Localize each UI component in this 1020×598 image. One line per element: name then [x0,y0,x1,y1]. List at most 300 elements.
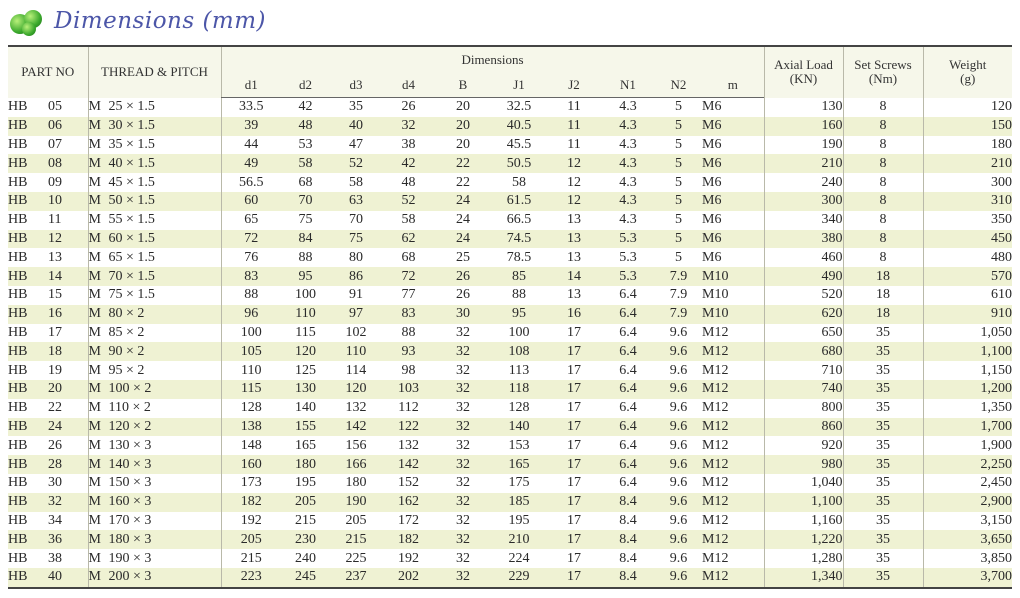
cell-n1: 6.4 [619,437,637,453]
part-prefix: HB [8,456,28,472]
part-prefix: HB [8,99,28,115]
cell-j1: 118 [491,380,547,399]
cell-j1: 140 [491,418,547,437]
thread-value: 25 × 1.5 [108,99,155,115]
cell-n1: 6.4 [601,342,655,361]
cell-screws: 35 [843,380,923,399]
cell-j1: 50.5 [491,154,547,173]
cell-n1: 8.4 [601,530,655,549]
part-no-cell [8,267,88,286]
cell-j1: 108 [491,342,547,361]
thread-value: 120 × 2 [108,418,152,434]
part-no-cell [8,380,88,399]
thread-pitch-cell [88,399,221,418]
thread-pitch-cell [88,512,221,531]
cell-screws: 35 [843,324,923,343]
cell-d3: 180 [345,475,367,491]
thread-pitch-cell [88,474,221,493]
cell-d1: 76 [221,248,281,267]
cell-d3: 35 [349,99,363,115]
part-prefix: HB [8,155,28,171]
cell-d4: 38 [401,136,416,152]
cell-j1: 32.5 [506,99,532,115]
cell-m: M6 [702,212,722,228]
cell-axial: 240 [764,173,843,192]
table-row [8,192,1012,211]
cell-axial: 1,220 [764,530,843,549]
thread-value: 60 × 1.5 [108,230,155,246]
thread-value: 130 × 3 [108,437,152,453]
cell-n2: 9.6 [655,455,702,474]
header-d4: d4 [382,72,435,98]
thread-prefix: M [88,193,101,209]
cell-axial: 1,040 [764,474,843,493]
cell-j1: 40.5 [491,117,547,136]
cell-d3: 102 [345,324,367,340]
cell-d4: 88 [401,324,416,340]
cell-j2: 17 [567,437,581,453]
cell-m: M12 [702,493,764,512]
cell-b: 24 [435,192,491,211]
cell-d2: 245 [281,568,330,588]
cell-screws: 35 [843,530,923,549]
cell-d1: 138 [221,418,281,437]
cell-j1: 165 [491,455,547,474]
table-row [8,474,1012,493]
cell-m: M12 [702,455,764,474]
cell-screws: 8 [843,192,923,211]
table-row [8,305,1012,324]
cell-j1: 100 [508,324,530,340]
part-number: 15 [48,287,62,303]
cell-d4: 72 [382,267,435,286]
cell-m: M12 [702,400,729,416]
cell-d2: 110 [281,305,330,324]
cell-d4: 83 [382,305,435,324]
cell-m: M10 [702,267,764,286]
cell-d3: 91 [349,287,363,303]
thread-prefix: M [88,324,101,340]
cell-n2: 5 [655,154,702,173]
cell-d1: 215 [221,549,281,568]
cell-m: M6 [702,136,722,152]
cell-j2: 11 [567,136,581,152]
cell-n2: 9.6 [655,493,702,512]
cell-n2: 9.6 [669,512,688,528]
cell-d1: 49 [221,154,281,173]
cell-d2: 215 [295,512,316,528]
cell-d3: 225 [345,550,367,566]
cell-j2: 13 [547,230,601,249]
header-d1: d1 [221,72,281,98]
thread-pitch-cell [88,230,221,249]
cell-d1: 88 [221,286,281,305]
cell-m: M6 [702,117,764,136]
header-set-screws [843,46,923,98]
cell-d2: 180 [281,455,330,474]
thread-value: 110 × 2 [108,400,151,416]
cell-screws: 35 [843,493,923,512]
part-prefix: HB [8,512,28,528]
table-row [8,418,1012,437]
part-prefix: HB [8,550,28,566]
table-row [8,512,1012,531]
cell-weight: 1,100 [923,342,1012,361]
cell-d1: 100 [221,324,281,343]
cell-axial: 800 [764,399,843,418]
cell-b: 32 [435,568,491,588]
thread-value: 100 × 2 [108,381,152,397]
thread-pitch-cell [88,267,221,286]
cell-n1: 6.4 [601,380,655,399]
cell-n1: 5.3 [619,249,637,265]
cell-d3: 120 [330,380,382,399]
cell-m: M12 [702,568,764,588]
cell-j1: 195 [508,512,530,528]
thread-prefix: M [88,494,101,510]
thread-pitch-cell [88,117,221,136]
thread-pitch-cell [88,455,221,474]
thread-pitch-cell [88,324,221,343]
cell-m: M12 [702,324,729,340]
table-row [8,399,1012,418]
cell-j2: 17 [547,342,601,361]
thread-prefix: M [88,512,101,528]
part-number: 08 [48,155,62,171]
cell-weight: 3,650 [923,530,1012,549]
cell-n2: 9.6 [655,380,702,399]
cell-d2: 53 [298,136,313,152]
part-number: 32 [48,494,62,510]
thread-pitch-cell [88,493,221,512]
cell-j1: 128 [508,400,530,416]
cell-n1: 4.3 [619,99,637,115]
cell-j2: 17 [547,568,601,588]
thread-value: 75 × 1.5 [108,287,155,303]
header-j1: J1 [491,72,547,98]
cell-d1: 96 [221,305,281,324]
cell-axial: 980 [764,455,843,474]
part-no-cell [8,98,88,117]
cell-d4: 48 [401,174,416,190]
cell-n2: 5 [675,212,682,228]
cell-j1: 66.5 [506,212,532,228]
cell-d4: 62 [382,230,435,249]
cell-m: M12 [702,512,729,528]
cell-d1: 128 [221,399,281,418]
cell-d2: 75 [298,212,313,228]
header-set-screws-label: Set Screws [854,57,912,73]
cell-n2: 9.6 [655,418,702,437]
cell-j2: 12 [547,154,601,173]
cell-d2: 125 [295,362,316,378]
header-j2: J2 [547,72,601,98]
part-no-cell [8,530,88,549]
table-row [8,286,1012,305]
cell-n1: 4.3 [601,117,655,136]
cell-d3: 80 [349,249,363,265]
cell-d1: 33.5 [221,98,281,117]
thread-prefix: M [88,550,101,566]
table-row [8,136,1012,155]
thread-value: 150 × 3 [108,475,152,491]
cell-d4: 172 [398,512,419,528]
cell-weight: 120 [923,98,1012,117]
cell-d3: 166 [330,455,382,474]
cell-screws: 18 [843,305,923,324]
cell-d4: 32 [382,117,435,136]
part-number: 17 [48,324,62,340]
part-number: 22 [48,400,62,416]
cell-n1: 5.3 [601,230,655,249]
cell-b: 30 [435,305,491,324]
thread-pitch-cell [88,361,221,380]
part-number: 38 [48,550,62,566]
part-no-cell [8,342,88,361]
cell-m: M10 [702,287,729,303]
header-m: m [702,72,764,98]
cell-j1: 153 [508,437,530,453]
thread-prefix: M [88,155,101,171]
cell-screws: 8 [843,211,923,230]
cell-n1: 6.4 [619,362,637,378]
part-number: 40 [48,569,62,585]
cell-weight: 150 [923,117,1012,136]
table-row [8,380,1012,399]
cell-d4: 162 [382,493,435,512]
cell-d3: 52 [330,154,382,173]
cell-d2: 120 [281,342,330,361]
cell-weight: 180 [923,136,1012,155]
cell-b: 32 [456,512,470,528]
thread-prefix: M [88,249,101,265]
cell-n1: 6.4 [619,324,637,340]
cell-axial: 650 [764,324,843,343]
cell-axial: 160 [764,117,843,136]
part-no-cell [8,248,88,267]
cell-weight: 3,700 [923,568,1012,588]
cell-weight: 2,900 [923,493,1012,512]
header-weight [923,46,1012,98]
thread-prefix: M [88,136,101,152]
table-row [8,436,1012,455]
cell-screws: 35 [843,474,923,493]
cell-j1: 88 [512,287,526,303]
cell-b: 32 [456,475,470,491]
thread-prefix: M [88,418,101,434]
thread-prefix: M [88,381,101,397]
cell-j1: 95 [491,305,547,324]
cell-screws: 35 [843,361,923,380]
cell-b: 32 [456,550,470,566]
cell-screws: 35 [843,342,923,361]
cell-j2: 12 [567,174,581,190]
part-no-cell [8,286,88,305]
part-number: 28 [48,456,62,472]
cell-b: 32 [435,418,491,437]
table-row [8,154,1012,173]
cell-b: 24 [435,230,491,249]
cell-weight: 570 [923,267,1012,286]
thread-value: 30 × 1.5 [108,118,155,134]
thread-pitch-cell [88,342,221,361]
thread-prefix: M [88,569,101,585]
cell-b: 32 [456,324,470,340]
cell-weight: 3,850 [923,549,1012,568]
thread-prefix: M [88,343,101,359]
cell-m: M6 [702,230,764,249]
part-number: 30 [48,475,62,491]
part-no-cell [8,324,88,343]
part-no-cell [8,399,88,418]
table-row [8,248,1012,267]
thread-pitch-cell [88,192,221,211]
cell-axial: 490 [764,267,843,286]
cell-weight: 480 [923,248,1012,267]
cell-screws: 8 [843,248,923,267]
table-row [8,455,1012,474]
table-row [8,324,1012,343]
cell-b: 25 [456,249,470,265]
cell-weight: 1,700 [923,418,1012,437]
cell-axial: 210 [764,154,843,173]
cell-j2: 17 [547,455,601,474]
table-row [8,117,1012,136]
part-prefix: HB [8,494,28,510]
part-prefix: HB [8,174,28,190]
cell-weight: 1,150 [923,361,1012,380]
thread-prefix: M [88,287,101,303]
cell-d3: 132 [345,400,367,416]
thread-value: 85 × 2 [108,324,145,340]
cell-d3: 58 [349,174,363,190]
cell-screws: 35 [843,399,923,418]
table-row [8,98,1012,117]
thread-value: 170 × 3 [108,512,152,528]
table-row [8,530,1012,549]
part-prefix: HB [8,381,28,397]
cell-n2: 9.6 [655,342,702,361]
part-no-cell [8,436,88,455]
cell-d1: 65 [221,211,281,230]
cell-screws: 8 [843,117,923,136]
thread-prefix: M [88,99,101,115]
part-no-cell [8,493,88,512]
thread-pitch-cell [88,436,221,455]
cell-d2: 88 [298,249,313,265]
cell-d2: 240 [295,550,316,566]
cell-d1: 148 [221,436,281,455]
cell-d4: 77 [401,287,416,303]
header-axial-load-label: Axial Load [774,57,833,73]
cell-j2: 13 [567,287,581,303]
cell-d4: 142 [382,455,435,474]
thread-prefix: M [88,118,101,134]
cell-screws: 35 [843,549,923,568]
cell-n2: 9.6 [669,324,688,340]
part-prefix: HB [8,212,28,228]
part-prefix: HB [8,193,28,209]
cell-b: 20 [456,99,470,115]
cell-screws: 8 [843,154,923,173]
thread-prefix: M [88,400,101,416]
cell-b: 32 [435,530,491,549]
cell-b: 32 [456,362,470,378]
cell-n1: 4.3 [601,154,655,173]
part-no-cell [8,549,88,568]
cell-d2: 68 [298,174,313,190]
part-number: 12 [48,230,62,246]
thread-value: 160 × 3 [108,494,152,510]
cell-d3: 110 [330,342,382,361]
cell-j2: 17 [547,418,601,437]
cell-d4: 112 [398,400,419,416]
cell-j1: 175 [508,475,530,491]
table-row [8,173,1012,192]
cell-m: M12 [702,380,764,399]
part-number: 06 [48,118,62,134]
header-n2: N2 [655,72,702,98]
cell-d1: 60 [221,192,281,211]
cell-n2: 7.9 [655,267,702,286]
cell-d3: 142 [330,418,382,437]
cell-screws: 8 [843,98,923,117]
cell-n2: 5 [655,117,702,136]
part-no-cell [8,305,88,324]
cell-d4: 42 [382,154,435,173]
cell-j2: 13 [567,249,581,265]
cell-m: M12 [702,437,729,453]
cell-j2: 17 [567,400,581,416]
cell-d1: 182 [221,493,281,512]
cell-d4: 192 [398,550,419,566]
cell-b: 32 [435,493,491,512]
cell-screws: 8 [843,136,923,155]
cell-j2: 17 [547,530,601,549]
cell-b: 20 [435,117,491,136]
header-dimensions: Dimensions [221,46,764,72]
cell-j2: 17 [567,512,581,528]
cell-j2: 17 [547,380,601,399]
cell-d2: 58 [281,154,330,173]
cell-d1: 110 [221,361,281,380]
thread-pitch-cell [88,173,221,192]
thread-pitch-cell [88,248,221,267]
cell-screws: 35 [843,418,923,437]
table-body [8,98,1012,588]
cell-j1: 224 [508,550,530,566]
thread-prefix: M [88,268,101,284]
thread-prefix: M [88,306,101,322]
cell-weight: 1,050 [923,324,1012,343]
table-row [8,568,1012,588]
cell-weight: 450 [923,230,1012,249]
part-prefix: HB [8,287,28,303]
cell-m: M6 [702,174,722,190]
cell-j1: 210 [491,530,547,549]
cell-d4: 103 [382,380,435,399]
table-row [8,493,1012,512]
cell-d2: 42 [298,99,313,115]
cell-d2: 130 [281,380,330,399]
cell-d1: 72 [221,230,281,249]
header-axial-load-unit: (KN) [789,71,818,87]
cell-d4: 182 [382,530,435,549]
cell-axial: 130 [764,98,843,117]
cell-n2: 5 [655,230,702,249]
part-prefix: HB [8,437,28,453]
thread-pitch-cell [88,530,221,549]
